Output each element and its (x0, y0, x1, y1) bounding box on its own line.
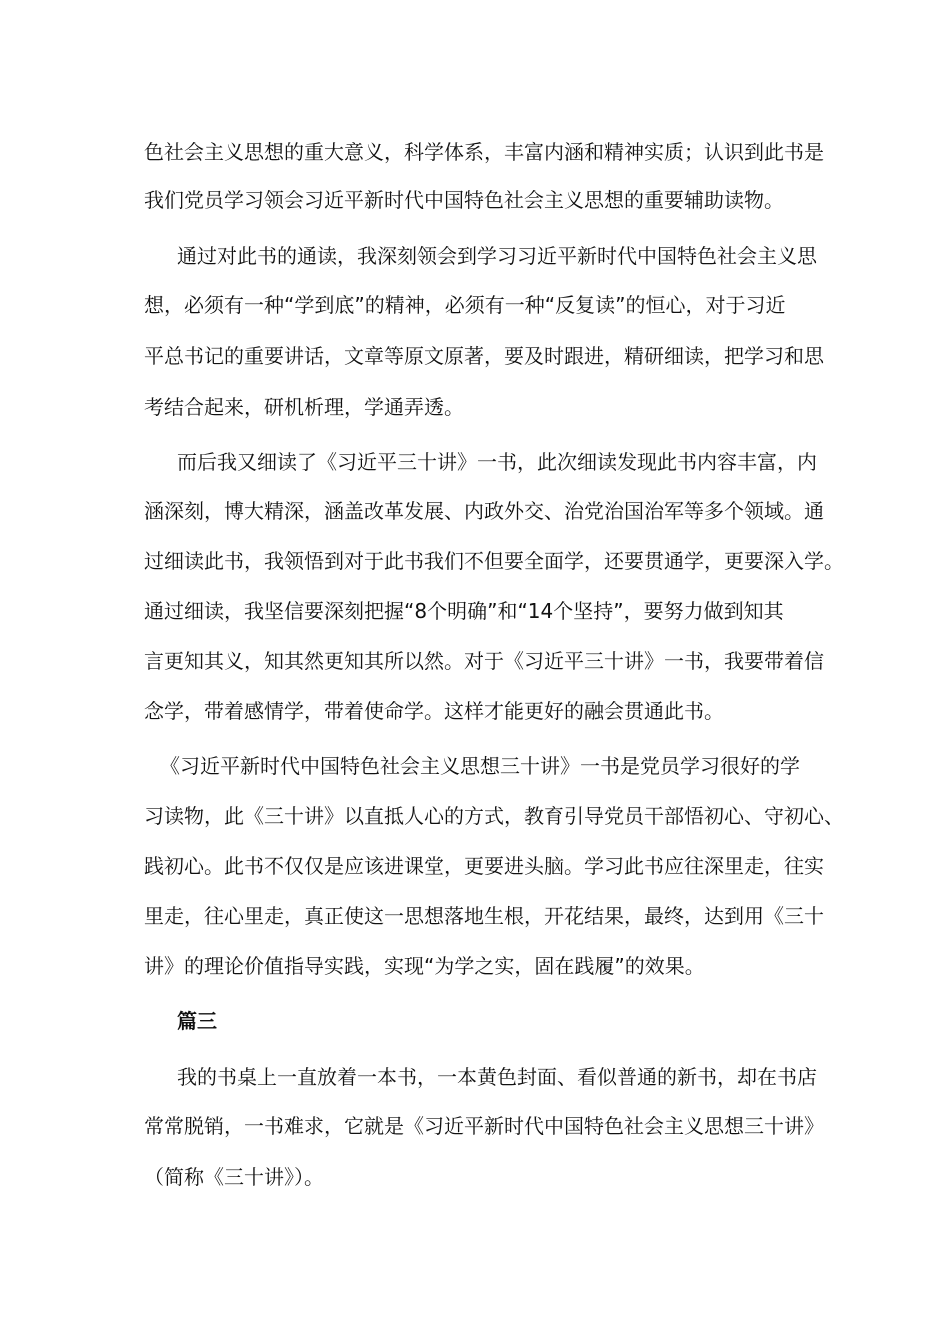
text-line: 涵深刻，博大精深，涵盖改革发展、内政外交、治党治国治军等多个领域。通 (144, 499, 824, 523)
section-heading: 篇三 (177, 1009, 217, 1033)
text-line: 习读物，此《三十讲》以直抵人心的方式，教育引导党员干部悟初心、守初心、 (144, 804, 844, 828)
paragraph-first-line: 《习近平新时代中国特色社会主义思想三十讲》一书是党员学习很好的学 (160, 754, 800, 778)
text-line: 言更知其义，知其然更知其所以然。对于《习近平三十讲》一书，我要带着信 (144, 649, 824, 673)
paragraph-first-line: 而后我又细读了《习近平三十讲》一书，此次细读发现此书内容丰富，内 (177, 450, 817, 474)
text-line: 想，必须有一种“学到底”的精神，必须有一种“反复读”的恒心，对于习近 (144, 293, 786, 317)
text-line: 常常脱销，一书难求，它就是《习近平新时代中国特色社会主义思想三十讲》 (144, 1114, 824, 1138)
paragraph-first-line: 通过对此书的通读，我深刻领会到学习习近平新时代中国特色社会主义思 (177, 244, 817, 268)
text-line: 里走，往心里走，真正使这一思想落地生根，开花结果，最终，达到用《三十 (144, 904, 824, 928)
text-line: 通过细读，我坚信要深刻把握“8个明确”和“14个坚持”，要努力做到知其 (144, 599, 784, 623)
text-line: 平总书记的重要讲话，文章等原文原著，要及时跟进，精研细读，把学习和思 (144, 344, 824, 368)
text-line: 色社会主义思想的重大意义，科学体系，丰富内涵和精神实质；认识到此书是 (144, 140, 824, 164)
text-line: 我们党员学习领会习近平新时代中国特色社会主义思想的重要辅助读物。 (144, 188, 784, 212)
text-line: （简称《三十讲》）。 (144, 1165, 324, 1189)
text-line: 践初心。此书不仅仅是应该进课堂，更要进头脑。学习此书应往深里走，往实 (144, 854, 824, 878)
paragraph-first-line: 我的书桌上一直放着一本书，一本黄色封面、看似普通的新书，却在书店 (177, 1065, 817, 1089)
text-line: 考结合起来，研机析理，学通弄透。 (144, 395, 464, 419)
text-line: 过细读此书，我领悟到对于此书我们不但要全面学，还要贯通学，更要深入学。 (144, 549, 844, 573)
text-line: 念学，带着感情学，带着使命学。这样才能更好的融会贯通此书。 (144, 699, 724, 723)
text-line: 讲》的理论价值指导实践，实现“为学之实，固在践履”的效果。 (144, 954, 705, 978)
